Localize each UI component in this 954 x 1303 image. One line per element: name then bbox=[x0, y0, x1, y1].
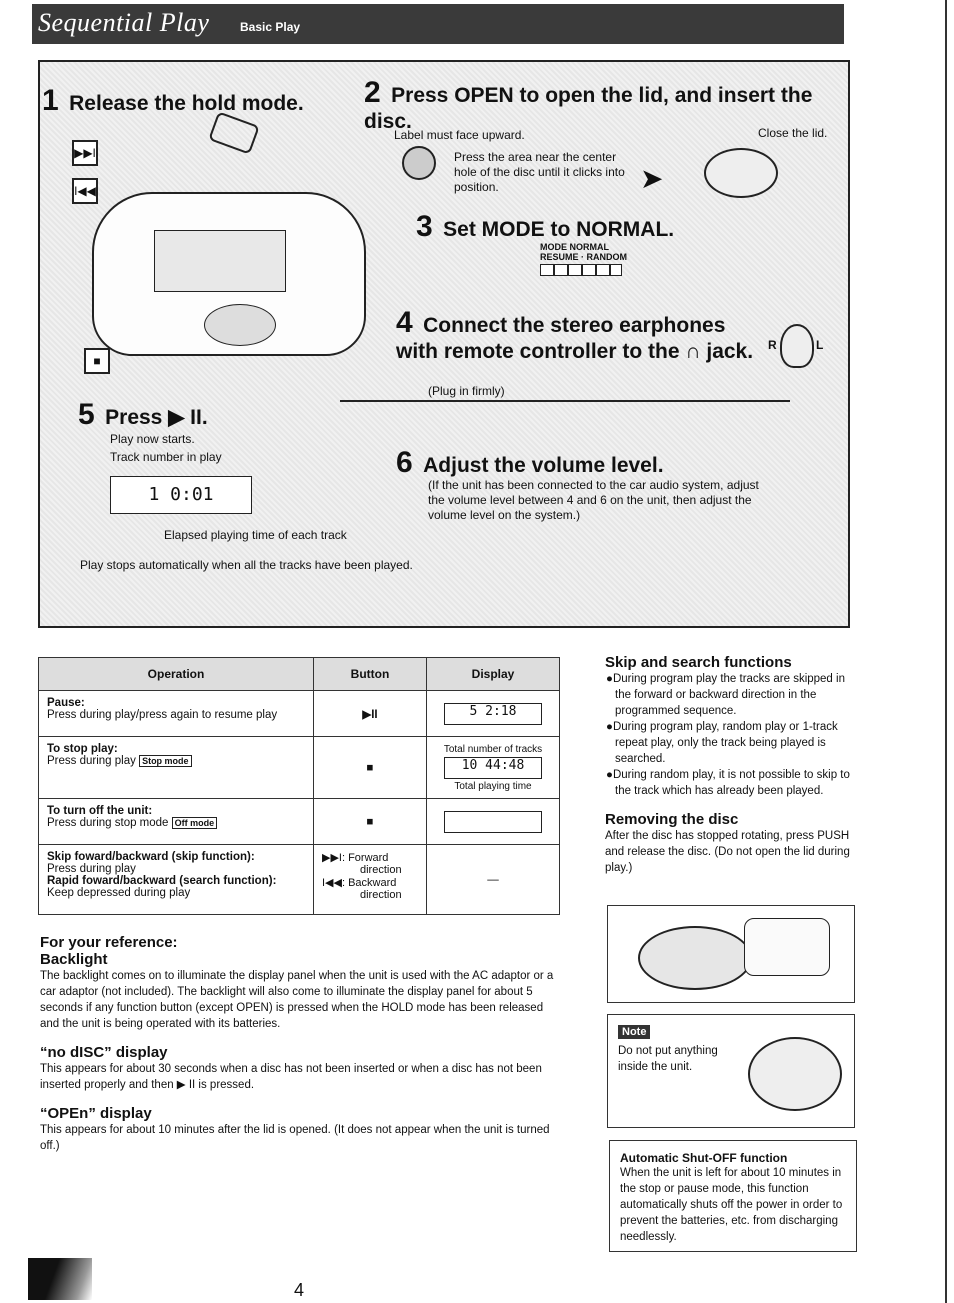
row-desc: Press during stop mode bbox=[47, 817, 169, 829]
row-desc: Press during play/press again to resume play bbox=[47, 709, 278, 721]
step-1 bbox=[42, 84, 304, 118]
page-edge-line bbox=[945, 0, 947, 1303]
row-display: 5 2:18 bbox=[444, 703, 542, 725]
off-mode-tag: Off mode bbox=[172, 817, 218, 829]
track-display-lcd: 1 0:01 bbox=[110, 476, 252, 514]
row-button: ▶II bbox=[314, 691, 427, 737]
steps-panel bbox=[38, 60, 850, 628]
step-4-number: 4 bbox=[396, 306, 413, 339]
earphone-l-label: L bbox=[816, 338, 824, 352]
track-number-note: Track number in play bbox=[110, 450, 222, 464]
player-lid bbox=[204, 304, 276, 346]
disc-press-icon bbox=[402, 146, 436, 180]
plug-firmly-note: (Plug in firmly) bbox=[428, 384, 505, 398]
earphones-icon bbox=[780, 324, 814, 368]
row-title-2: Rapid foward/backward (search function): bbox=[47, 875, 277, 887]
earphone-r-label: R bbox=[768, 338, 777, 352]
row-title: To turn off the unit: bbox=[47, 805, 153, 817]
player-display-panel bbox=[154, 230, 286, 292]
row-display bbox=[444, 811, 542, 833]
corner-mark bbox=[28, 1258, 92, 1300]
elapsed-time-note: Elapsed playing time of each track bbox=[164, 528, 347, 542]
row-button: ■ bbox=[314, 737, 427, 799]
open-display-title: “OPEn” display bbox=[40, 1105, 152, 1122]
removing-title: Removing the disc bbox=[605, 811, 739, 828]
section-subtitle: Basic Play bbox=[240, 20, 301, 34]
table-row bbox=[39, 799, 560, 845]
stop-mode-tag: Stop mode bbox=[139, 755, 192, 767]
close-lid-note: Close the lid. bbox=[758, 126, 828, 140]
forward-label: ▶▶I: Forward bbox=[322, 852, 389, 864]
reference-section bbox=[40, 934, 560, 1154]
step-4 bbox=[396, 306, 766, 364]
backlight-text: The backlight comes on to illuminate the display panel when the unit is used with the AC adaptor or a car adaptor (not included). The backlight will also come to illuminate the display panel for about 5 seconds if any function button (except OPEN) is pressed when the HOLD mode has been released and the unit is being operated with its batteries. bbox=[40, 970, 554, 1030]
row-title: Pause: bbox=[47, 697, 85, 709]
mode-label: MODE bbox=[540, 242, 567, 252]
stop-button-icon: ■ bbox=[84, 348, 110, 374]
table-row bbox=[39, 845, 560, 915]
earphone-cord bbox=[340, 400, 790, 402]
arrow-right-icon: ➤ bbox=[640, 163, 664, 194]
random-label: RANDOM bbox=[586, 252, 628, 262]
auto-shutoff-title: Automatic Shut-OFF function bbox=[620, 1151, 788, 1165]
push-release-inset bbox=[744, 918, 830, 976]
step-6-number: 6 bbox=[396, 446, 413, 479]
label-face-note: Label must face upward. bbox=[394, 128, 525, 142]
auto-shutoff-text: When the unit is left for about 10 minutes in the stop or pause mode, this function automatically shuts off the power in order to prevent the batteries, etc. from discharging needlessly. bbox=[620, 1167, 843, 1243]
auto-shutoff-box bbox=[609, 1140, 857, 1252]
backlight-title: Backlight bbox=[40, 951, 108, 968]
table-row bbox=[39, 737, 560, 799]
row-desc: Press during play bbox=[47, 863, 136, 875]
skip-forward-button-icon: ▶▶I bbox=[72, 140, 98, 166]
row-title: Skip foward/backward (skip function): bbox=[47, 851, 255, 863]
step-3-title: Set MODE to NORMAL. bbox=[443, 218, 675, 241]
normal-label: NORMAL bbox=[569, 242, 610, 252]
section-header bbox=[32, 4, 844, 44]
resume-label: RESUME bbox=[540, 252, 579, 262]
table-row bbox=[39, 691, 560, 737]
total-tracks-label: Total number of tracks bbox=[443, 743, 543, 755]
removing-disc-illustration bbox=[607, 905, 855, 1003]
reference-heading: For your reference: bbox=[40, 934, 178, 951]
step-3-number: 3 bbox=[416, 210, 433, 243]
skip-bullet: ●During random play, it is not possible to skip to the track which has already been played. bbox=[606, 769, 850, 797]
disc-player-icon bbox=[638, 926, 752, 990]
note-text: Do not put anything inside the unit. bbox=[618, 1045, 718, 1073]
removing-text: After the disc has stopped rotating, press PUSH and release the disc. (Do not open the lid during play.) bbox=[605, 830, 850, 874]
step-4-title: Connect the stereo earphones with remote controller to the ∩ jack. bbox=[396, 314, 754, 363]
mode-switch-diagram: MODE NORMAL RESUME · RANDOM bbox=[540, 242, 627, 276]
step-2-number: 2 bbox=[364, 76, 381, 109]
cd-player-illustration bbox=[92, 192, 366, 356]
no-disc-text: This appears for about 30 seconds when a disc has not been inserted or when a disc has not been inserted properly and then ▶ II is pressed. bbox=[40, 1063, 542, 1091]
forward-direction: direction bbox=[360, 864, 402, 876]
table-header-row bbox=[39, 658, 560, 691]
page-number: 4 bbox=[294, 1280, 305, 1300]
skip-search-section bbox=[605, 654, 853, 876]
open-display-text: This appears for about 10 minutes after the lid is opened. (It does not appear when the unit is turned off.) bbox=[40, 1124, 550, 1152]
step-6-title: Adjust the volume level. bbox=[423, 454, 664, 477]
header-display: Display bbox=[427, 658, 560, 691]
step-6 bbox=[396, 446, 664, 480]
skip-bullet: ●During program play the tracks are skipped in the forward or backward direction in the programmed sequence. bbox=[606, 673, 845, 717]
step-1-number: 1 bbox=[42, 84, 59, 117]
skip-backward-button-icon: I◀◀ bbox=[72, 178, 98, 204]
header-operation: Operation bbox=[39, 658, 314, 691]
header-button: Button bbox=[314, 658, 427, 691]
step-3 bbox=[416, 210, 674, 244]
backward-direction: direction bbox=[360, 889, 402, 901]
skip-bullet: ●During program play, random play or 1-track repeat play, only the track being played is searched. bbox=[606, 721, 838, 765]
operation-table bbox=[38, 657, 560, 915]
press-center-note: Press the area near the center hole of the disc until it clicks into position. bbox=[454, 150, 625, 194]
row-desc: Press during play bbox=[47, 755, 136, 767]
step-5-number: 5 bbox=[78, 398, 95, 431]
row-desc-2: Keep depressed during play bbox=[47, 887, 191, 899]
row-display: — bbox=[427, 845, 560, 915]
closed-player-icon bbox=[704, 148, 778, 198]
skip-title: Skip and search functions bbox=[605, 654, 792, 671]
step-5 bbox=[78, 398, 208, 432]
step-1-title: Release the hold mode. bbox=[69, 92, 304, 115]
row-button: ■ bbox=[314, 799, 427, 845]
play-starts-note: Play now starts. bbox=[110, 432, 195, 446]
section-title: Sequential Play bbox=[38, 8, 210, 37]
no-objects-illustration bbox=[748, 1037, 842, 1111]
note-badge: Note bbox=[618, 1025, 650, 1039]
backward-label: I◀◀: Backward bbox=[322, 877, 397, 889]
volume-note: (If the unit has been connected to the car audio system, adjust the volume level between 4 and 6 on the unit, then adjust the volume level on the system.) bbox=[428, 478, 759, 522]
step-5-title: Press ▶ II. bbox=[105, 406, 208, 429]
no-disc-title: “no dISC” display bbox=[40, 1044, 168, 1061]
note-box bbox=[607, 1014, 855, 1128]
row-display: 10 44:48 bbox=[444, 757, 542, 779]
mode-switch-slider bbox=[540, 264, 622, 276]
step-2-title: Press OPEN to open the lid, and insert the disc. bbox=[364, 84, 813, 133]
total-time-label: Total playing time bbox=[454, 780, 532, 792]
play-stops-note: Play stops automatically when all the tracks have been played. bbox=[80, 558, 413, 572]
row-title: To stop play: bbox=[47, 743, 118, 755]
